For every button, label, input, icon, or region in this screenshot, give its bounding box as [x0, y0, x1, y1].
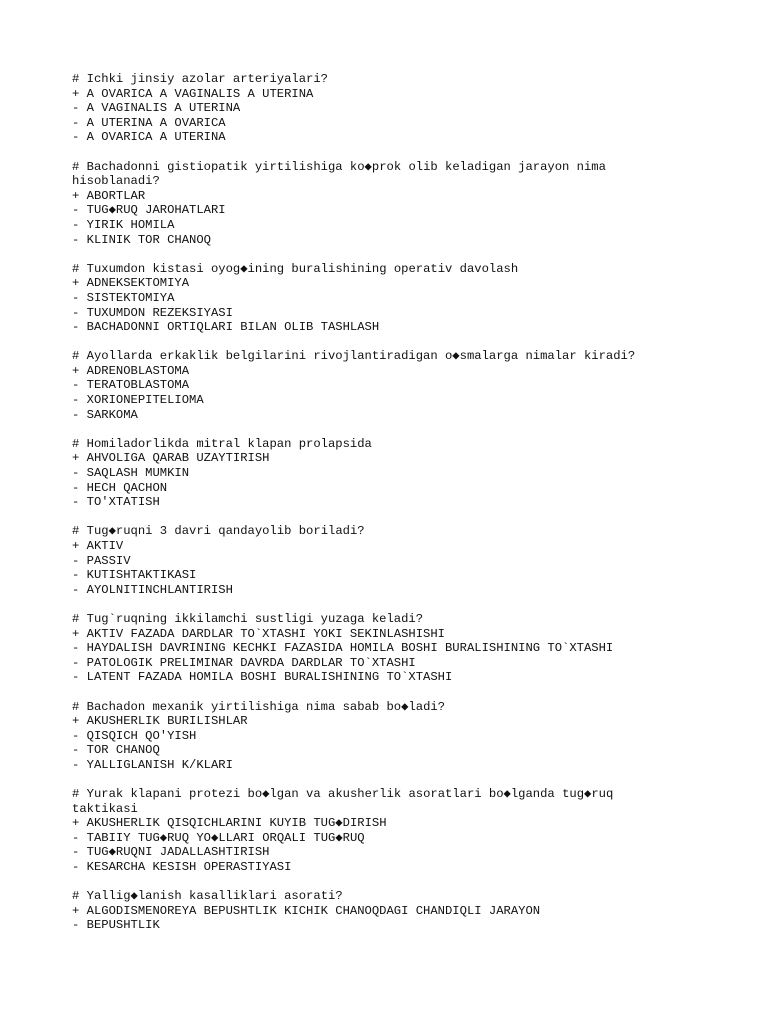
question-block	[72, 700, 672, 773]
answer-option: - TUG◆RUQNI JADALLASHTIRISH	[72, 845, 270, 860]
answer-option: - TUXUMDON REZEKSIYASI	[72, 305, 233, 320]
answer-option: - TUG◆RUQ JAROHATLARI	[72, 203, 226, 218]
answer-option: - YIRIK HOMILA	[72, 217, 175, 232]
answer-option: - YALLIGLANISH K/KLARI	[72, 757, 233, 772]
answer-option: - LATENT FAZADA HOMILA BOSHI BURALISHINING TO`XTASHI	[72, 670, 453, 685]
document-page	[72, 72, 672, 948]
answer-option: + ADRENOBLASTOMA	[72, 363, 190, 378]
answer-option: - QISQICH QO'YISH	[72, 728, 197, 743]
answer-option: - HAYDALISH DAVRINING KECHKI FAZASIDA HOMILA BOSHI BURALISHINING TO`XTASHI	[72, 641, 614, 656]
question-block	[72, 889, 672, 933]
question-block	[72, 72, 672, 145]
question-text: # Tug◆ruqni 3 davri qandayolib boriladi?	[72, 524, 365, 539]
question-text: # Tug`ruqning ikkilamchi sustligi yuzaga keladi?	[72, 611, 424, 626]
answer-option: - TOR CHANOQ	[72, 743, 160, 758]
question-block	[72, 612, 672, 685]
question-text: # Bachadonni gistiopatik yirtilishiga ko◆prok olib keladigan jarayon nima hisoblanadi?	[72, 159, 614, 189]
question-block	[72, 160, 672, 248]
answer-option: + AKUSHERLIK BURILISHLAR	[72, 714, 248, 729]
answer-option: - A VAGINALIS A UTERINA	[72, 101, 241, 116]
answer-option: - SISTEKTOMIYA	[72, 290, 175, 305]
answer-option: - HECH QACHON	[72, 480, 168, 495]
answer-option: + AHVOLIGA QARAB UZAYTIRISH	[72, 451, 270, 466]
answer-option: - TABIIY TUG◆RUQ YO◆LLARI ORQALI TUG◆RUQ	[72, 830, 365, 845]
answer-option: + ADNEKSEKTOMIYA	[72, 276, 190, 291]
answer-option: + ABORTLAR	[72, 188, 146, 203]
answer-option: - TO'XTATISH	[72, 495, 160, 510]
question-text: # Yurak klapani protezi bo◆lgan va akusherlik asoratlari bo◆lganda tug◆ruq taktikasi	[72, 787, 621, 816]
answer-option: - PASSIV	[72, 553, 131, 568]
answer-option: - XORIONEPITELIOMA	[72, 393, 204, 408]
answer-option: - SAQLASH MUMKIN	[72, 466, 190, 481]
answer-option: - KLINIK TOR CHANOQ	[72, 232, 211, 247]
answer-option: - TERATOBLASTOMA	[72, 378, 190, 393]
question-text: # Homiladorlikda mitral klapan prolapsida	[72, 436, 372, 451]
question-block	[72, 262, 672, 335]
question-text: # Yallig◆lanish kasalliklari asorati?	[72, 889, 343, 904]
answer-option: - SARKOMA	[72, 407, 138, 422]
answer-option: - KESARCHA KESISH OPERASTIYASI	[72, 860, 292, 875]
answer-option: - A OVARICA A UTERINA	[72, 130, 226, 145]
answer-option: + AKUSHERLIK QISQICHLARINI KUYIB TUG◆DIRISH	[72, 816, 387, 831]
question-text: # Ayollarda erkaklik belgilarini rivojlantiradigan o◆smalarga nimalar kiradi?	[72, 349, 636, 364]
answer-option: + AKTIV	[72, 539, 124, 553]
answer-option: + ALGODISMENOREYA BEPUSHTLIK KICHIK CHANOQDAGI CHANDIQLI JARAYON	[72, 903, 541, 918]
question-block	[72, 437, 672, 510]
question-text: # Bachadon mexanik yirtilishiga nima sabab bo◆ladi?	[72, 699, 446, 714]
answer-option: - KUTISHTAKTIKASI	[72, 568, 197, 583]
answer-option: + A OVARICA A VAGINALIS A UTERINA	[72, 86, 314, 101]
answer-option: - BACHADONNI ORTIQLARI BILAN OLIB TASHLASH	[72, 320, 380, 335]
answer-option: - A UTERINA A OVARICA	[72, 115, 226, 130]
answer-option: - PATOLOGIK PRELIMINAR DAVRDA DARDLAR TO`XTASHI	[72, 655, 416, 670]
question-block	[72, 349, 672, 422]
question-text: # Tuxumdon kistasi oyog◆ining buralishining operativ davolash	[72, 261, 519, 276]
answer-option: - BEPUSHTLIK	[72, 918, 160, 933]
answer-option: + AKTIV FAZADA DARDLAR TO`XTASHI YOKI SEKINLASHISHI	[72, 626, 445, 641]
question-block	[72, 787, 672, 875]
question-block	[72, 524, 672, 597]
question-text: # Ichki jinsiy azolar arteriyalari?	[72, 72, 328, 86]
answer-option: - AYOLNITINCHLANTIRISH	[72, 582, 233, 597]
